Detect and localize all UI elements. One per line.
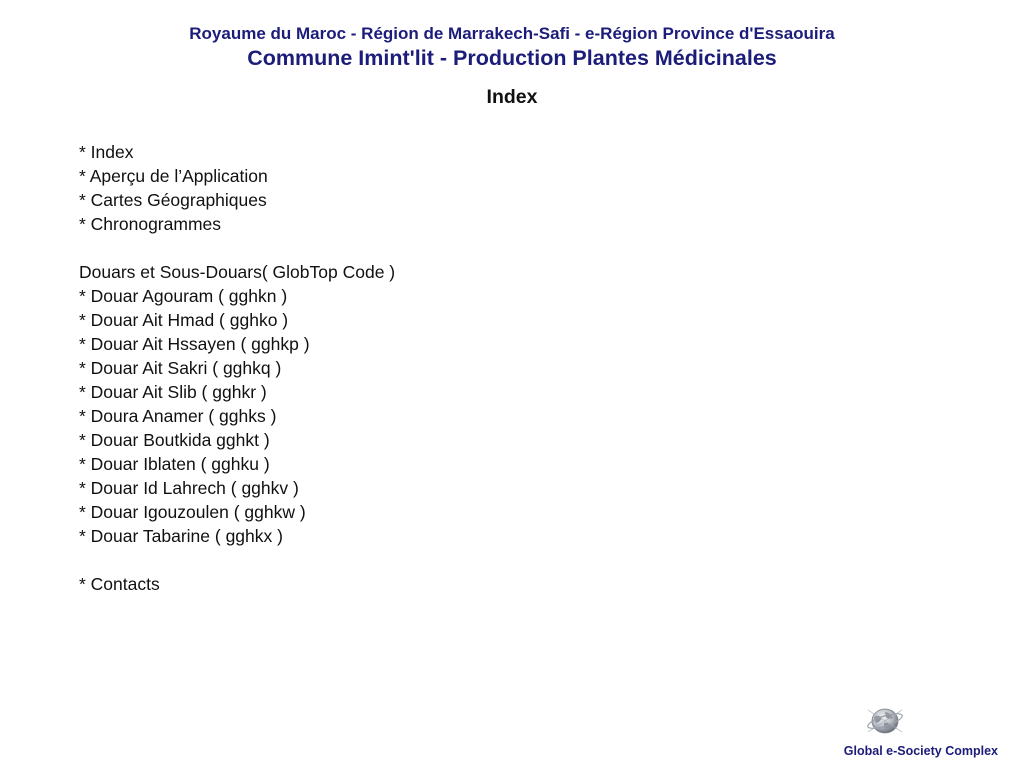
douar-item-iblaten[interactable]: * Douar Iblaten ( gghku ) bbox=[79, 454, 270, 474]
spacer bbox=[79, 548, 779, 572]
header-commune-title: Commune Imint'lit - Production Plantes Médicinales bbox=[247, 46, 777, 70]
contacts-link[interactable]: * Contacts bbox=[79, 574, 160, 594]
index-content bbox=[79, 140, 779, 596]
menu-item-index[interactable]: * Index bbox=[79, 142, 134, 162]
footer bbox=[798, 706, 998, 758]
menu-item-cartes[interactable]: * Cartes Géographiques bbox=[79, 190, 267, 210]
menu-item-chronogrammes[interactable]: * Chronogrammes bbox=[79, 214, 221, 234]
header-region-title: Royaume du Maroc - Région de Marrakech-Safi - e-Région Province d'Essaouira bbox=[189, 24, 835, 43]
douar-item-anamer[interactable]: * Doura Anamer ( gghks ) bbox=[79, 406, 277, 426]
douar-item-ait-sakri[interactable]: * Douar Ait Sakri ( gghkq ) bbox=[79, 358, 282, 378]
page-title: Index bbox=[486, 86, 538, 108]
douar-item-ait-hmad[interactable]: * Douar Ait Hmad ( gghko ) bbox=[79, 310, 289, 330]
douar-item-igouzoulen[interactable]: * Douar Igouzoulen ( gghkw ) bbox=[79, 502, 306, 522]
douars-heading: Douars et Sous-Douars( GlobTop Code ) bbox=[79, 262, 396, 282]
footer-brand-text: Global e-Society Complex bbox=[843, 744, 998, 758]
header bbox=[0, 24, 1024, 71]
douar-item-agouram[interactable]: * Douar Agouram ( gghkn ) bbox=[79, 286, 288, 306]
globe-icon bbox=[865, 706, 905, 736]
spacer bbox=[79, 236, 779, 260]
douar-item-ait-hssayen[interactable]: * Douar Ait Hssayen ( gghkp ) bbox=[79, 334, 310, 354]
menu-item-apercu[interactable]: * Aperçu de l’Application bbox=[79, 166, 268, 186]
douar-item-boutkida[interactable]: * Douar Boutkida gghkt ) bbox=[79, 430, 270, 450]
douar-item-tabarine[interactable]: * Douar Tabarine ( gghkx ) bbox=[79, 526, 283, 546]
douar-item-id-lahrech[interactable]: * Douar Id Lahrech ( gghkv ) bbox=[79, 478, 299, 498]
douar-item-ait-slib[interactable]: * Douar Ait Slib ( gghkr ) bbox=[79, 382, 267, 402]
